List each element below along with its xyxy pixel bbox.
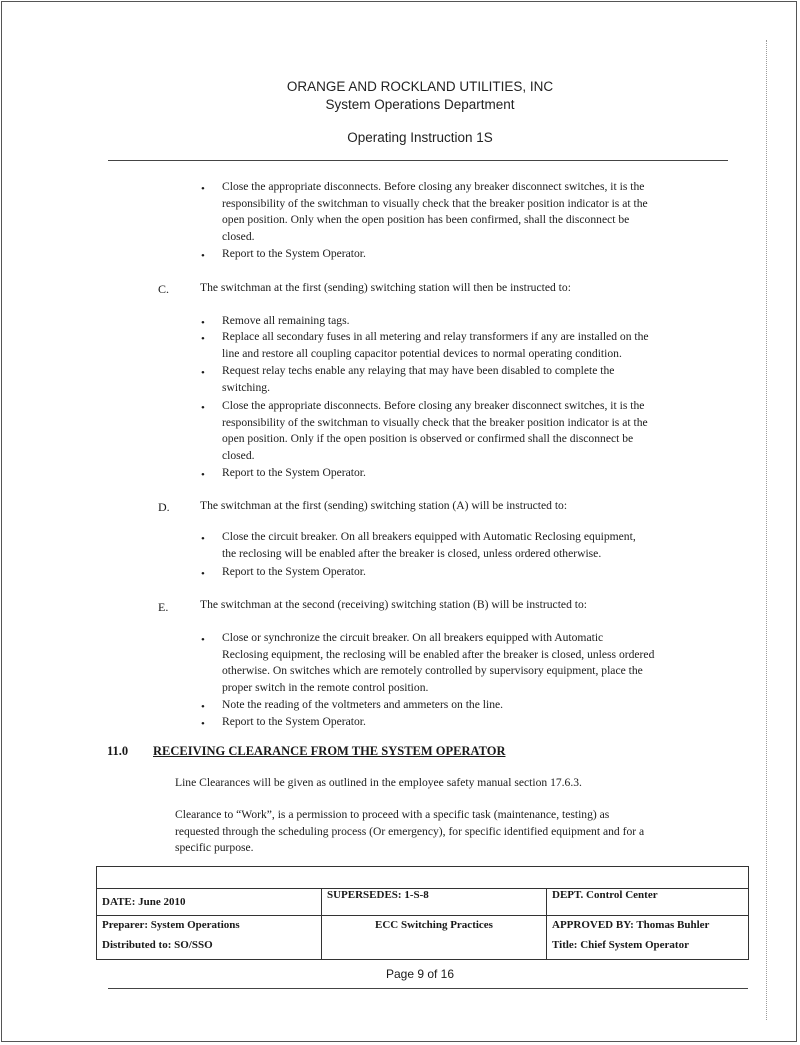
bullet-marker: • (201, 250, 205, 262)
footer-divider (108, 988, 748, 989)
bullet-marker: • (201, 469, 205, 481)
header-divider (108, 160, 728, 161)
table-row (97, 889, 749, 916)
page-number: Page 9 of 16 (385, 967, 455, 981)
section-number: 11.0 (107, 744, 129, 758)
bullet-marker: • (201, 333, 205, 345)
bullet-item: Note the reading of the voltmeters and ammeters on the line. (222, 698, 504, 711)
table-row (97, 867, 749, 889)
document-control-table (96, 866, 749, 960)
bullet-marker: • (201, 317, 205, 329)
step-letter: E. (158, 600, 169, 614)
table-cell (97, 867, 749, 889)
bullet-item: Close the appropriate disconnects. Before closing any breaker disconnect switches, it is the responsibility of the switchman to visually check that the breaker position indicator is at the open position. Only when the open position has been confirmed, shall the disconnect be closed. (222, 180, 648, 243)
practices-cell: ECC Switching Practices (322, 916, 547, 960)
bullet-marker: • (201, 183, 205, 195)
supersedes-cell: SUPERSEDES: 1-S-8 (322, 889, 547, 916)
section-paragraph: Line Clearances will be given as outlined in the employee safety manual section 17.6.3. (175, 776, 582, 789)
bullet-item: Close the appropriate disconnects. Before closing any breaker disconnect switches, it is the responsibility of the switchman to visually check that the breaker position indicator is at the open position. Only if the open position is observed or confirmed shall the disconnect be closed. (222, 399, 648, 462)
bullet-item: Report to the System Operator. (222, 715, 366, 728)
section-title: RECEIVING CLEARANCE FROM THE SYSTEM OPERATOR (153, 744, 506, 758)
step-text: The switchman at the first (sending) switching station (A) will be instructed to: (200, 499, 568, 512)
step-text: The switchman at the second (receiving) switching station (B) will be instructed to: (200, 598, 588, 611)
bullet-item: Close or synchronize the circuit breaker. On all breakers equipped with Automatic Reclosing equipment, the reclosing will be enabled after the breaker is closed, unless ordered otherwise. On switches which are remotely controlled by supervisory equipment, place the proper switch in the remote control position. (222, 631, 655, 694)
preparer-cell: Preparer: System Operations Distributed to: SO/SSO (97, 916, 322, 960)
bullet-item: Close the circuit breaker. On all breakers equipped with Automatic Reclosing equipment, the reclosing will be enabled after the breaker is closed, unless ordered otherwise. (222, 530, 636, 560)
step-letter: D. (158, 500, 170, 514)
bullet-marker: • (201, 718, 205, 730)
scan-edge-mark (766, 40, 768, 1020)
bullet-marker: • (201, 634, 205, 646)
department-cell: DEPT. Control Center (547, 889, 749, 916)
section-paragraph: Clearance to “Work”, is a permission to proceed with a specific task (maintenance, testing) as requested through the scheduling process (Or emergency), for specific identified equipment and for a specific purpose. (175, 808, 645, 854)
bullet-item: Report to the System Operator. (222, 466, 366, 479)
bullet-marker: • (201, 367, 205, 379)
bullet-item: Request relay techs enable any relaying that may have been disabled to complete the switching. (222, 364, 615, 394)
step-letter: C. (158, 282, 170, 296)
bullet-item: Report to the System Operator. (222, 247, 366, 260)
step-text: The switchman at the first (sending) switching station will then be instructed to: (200, 281, 571, 294)
bullet-item: Remove all remaining tags. (222, 314, 350, 327)
table-row (97, 916, 749, 960)
bullet-marker: • (201, 533, 205, 545)
department-name: System Operations Department (325, 97, 515, 112)
bullet-item: Replace all secondary fuses in all metering and relay transformers if any are installed on the line and restore all coupling capacitor potential devices to normal operating condition. (222, 330, 649, 360)
instruction-title: Operating Instruction 1S (347, 130, 493, 145)
bullet-marker: • (201, 402, 205, 414)
date-cell: DATE: June 2010 (97, 889, 322, 916)
company-name: ORANGE AND ROCKLAND UTILITIES, INC (286, 79, 554, 94)
bullet-item: Report to the System Operator. (222, 565, 366, 578)
bullet-marker: • (201, 701, 205, 713)
approval-cell: APPROVED BY: Thomas Buhler Title: Chief System Operator (547, 916, 749, 960)
bullet-marker: • (201, 568, 205, 580)
